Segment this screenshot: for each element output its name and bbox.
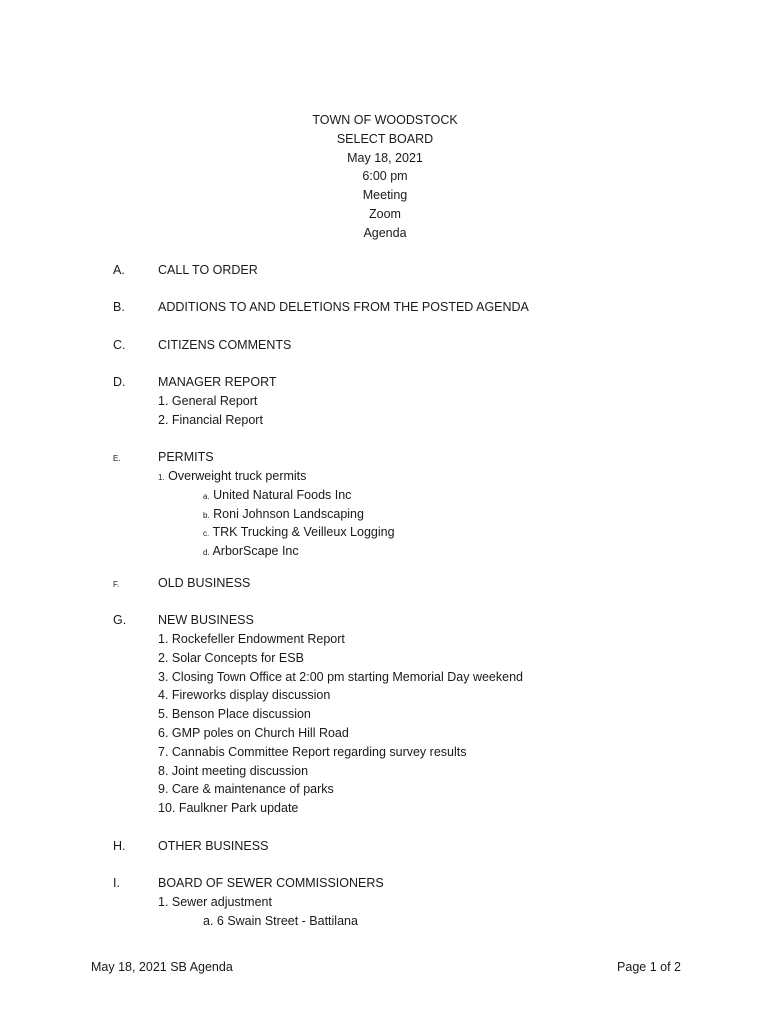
section-title: MANAGER REPORT [158,375,277,389]
list-item: 5. Benson Place discussion [158,707,311,721]
header-town: TOWN OF WOODSTOCK [312,113,458,127]
footer-document-label: May 18, 2021 SB Agenda [91,960,233,974]
header-location: Zoom [369,206,401,221]
list-item: 10. Faulkner Park update [158,801,299,815]
list-marker: 1. [158,473,165,482]
section-letter: E. [113,454,121,463]
section-letter: F. [113,580,120,589]
footer-page-number: Page 1 of 2 [617,960,681,974]
list-marker: d. [203,548,210,557]
list-item: 4. Fireworks display discussion [158,688,331,702]
header-time: 6:00 pm [362,169,408,184]
header-board: SELECT BOARD [336,131,434,146]
header-date: May 18, 2021 [347,150,423,165]
section-title: CALL TO ORDER [158,263,258,277]
section-letter: D. [113,375,126,389]
list-item-text: ArborScape Inc [212,544,299,558]
list-item-text: TRK Trucking & Veilleux Logging [212,525,395,539]
section-title: BOARD OF SEWER COMMISSIONERS [158,876,384,890]
list-item: 1. General Report [158,394,258,408]
sub-list-item [203,488,351,502]
section-title: ADDITIONS TO AND DELETIONS FROM THE POSTED AGENDA [158,300,529,314]
list-item: 2. Solar Concepts for ESB [158,651,304,665]
list-item: 2. Financial Report [158,413,263,427]
list-item: 6. GMP poles on Church Hill Road [158,726,349,740]
agenda-header [0,111,770,243]
section-title: NEW BUSINESS [158,613,254,627]
section-title: OLD BUSINESS [158,576,251,590]
list-item-text: Roni Johnson Landscaping [213,507,364,521]
section-letter: B. [113,300,125,314]
section-title: PERMITS [158,450,214,464]
list-marker: c. [203,529,210,538]
list-marker: b. [203,511,210,520]
sub-list-item: a. 6 Swain Street - Battilana [203,914,358,928]
section-title: OTHER BUSINESS [158,839,269,853]
list-item-text: Overweight truck permits [168,469,307,483]
header-meeting: Meeting [362,188,408,203]
section-letter: C. [113,338,126,352]
section-letter: I. [113,876,120,890]
list-item: 3. Closing Town Office at 2:00 pm starting Memorial Day weekend [158,670,523,684]
header-agenda: Agenda [363,225,407,240]
list-item: 9. Care & maintenance of parks [158,782,334,796]
sub-list-item [203,525,395,539]
sub-list-item [203,507,364,521]
list-item: 8. Joint meeting discussion [158,764,309,778]
section-title: CITIZENS COMMENTS [158,338,292,352]
list-marker: a. [203,492,210,501]
list-item [158,469,306,483]
list-item-text: United Natural Foods Inc [213,488,352,502]
section-letter: H. [113,839,126,853]
section-letter: A. [113,263,125,277]
list-item: 1. Sewer adjustment [158,895,272,909]
sub-list-item [203,544,299,558]
list-item: 7. Cannabis Committee Report regarding survey results [158,745,467,759]
list-item: 1. Rockefeller Endowment Report [158,632,345,646]
section-letter: G. [113,613,127,627]
